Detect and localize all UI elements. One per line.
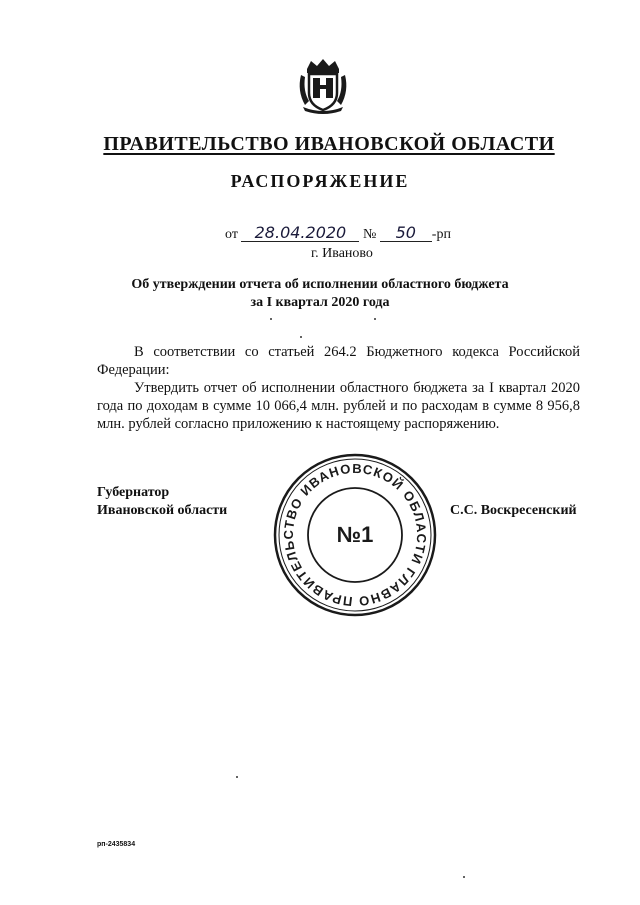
official-stamp (270, 450, 440, 620)
subject-line-2: за I квартал 2020 года (250, 295, 390, 310)
document-subject (100, 276, 540, 312)
document-number: 50 (380, 225, 432, 242)
scan-speck (300, 336, 302, 338)
stamp-center-number: №1 (336, 522, 374, 547)
document-date: 28.04.2020 (241, 225, 359, 242)
government-title: ПРАВИТЕЛЬСТВО ИВАНОВСКОЙ ОБЛАСТИ (103, 133, 555, 155)
scan-speck (270, 318, 272, 320)
body-paragraph-1: В соответствии со статьей 264.2 Бюджетного кодекса Российской Федерации: (97, 344, 580, 378)
scan-speck (463, 876, 465, 878)
document-type-heading: РАСПОРЯЖЕНИЕ (230, 171, 410, 191)
number-sign: № (362, 227, 377, 242)
document-body (97, 343, 580, 433)
ivanovo-coat-of-arms-icon (293, 55, 353, 115)
signatory-position-line-1: Губернатор (97, 485, 170, 500)
signatory-position (97, 484, 227, 520)
date-number-line (225, 225, 451, 243)
signatory-position-line-2: Ивановской области (97, 503, 228, 518)
date-prefix: от (225, 227, 238, 242)
city-name: г. Иваново (311, 246, 373, 261)
stamp-ring-text: ПРАВИТЕЛЬСТВО ИВАНОВСКОЙ ОБЛАСТИ ГЛАВНОЕ (280, 460, 430, 610)
signatory-name: С.С. Воскресенский (450, 503, 577, 518)
body-paragraph-2: Утвердить отчет об исполнении областного бюджета за I квартал 2020 года по доходам в сумме 10 066,4 млн. рублей и по расходам в сумме 8 956,8 млн. рублей согласно приложению к настоящему распоряжению. (97, 380, 580, 432)
registration-code: рп-2435834 (97, 841, 136, 848)
subject-line-1: Об утверждении отчета об исполнении областного бюджета (131, 277, 509, 292)
scan-speck (236, 776, 238, 778)
scan-speck (374, 318, 376, 320)
number-suffix: -рп (431, 227, 451, 242)
